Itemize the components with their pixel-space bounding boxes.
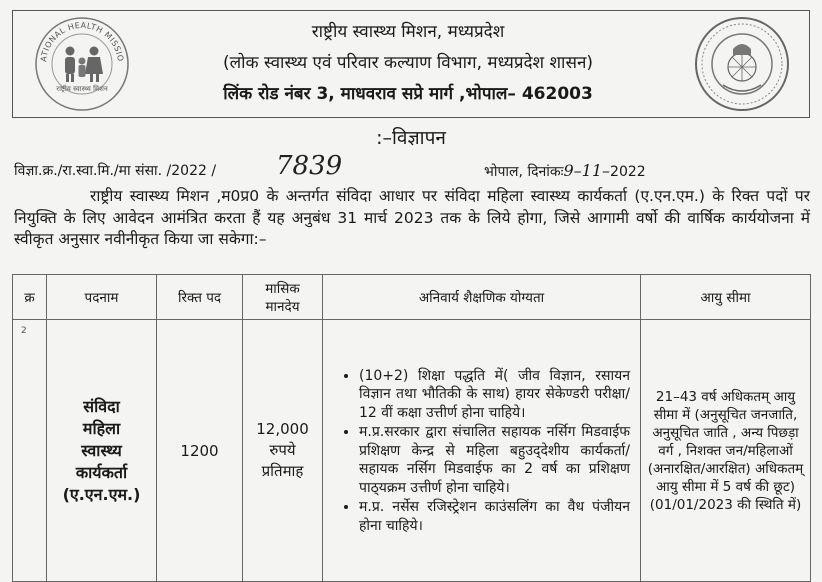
state-emblem-icon xyxy=(693,15,791,113)
logo-bottom-text: राष्ट्रीय स्वास्थ्य मिशन xyxy=(56,85,108,93)
family-icon xyxy=(33,15,131,113)
table-row xyxy=(13,320,811,582)
list-item: • (10+2) शिक्षा पद्धति में( जीव विज्ञान, रसायन विज्ञान तथा भौतिकी के साथ) हायर सेकेण्डरी परीक्षा/ 12 वीं कक्षा उत्तीर्ण होना चाहिये। xyxy=(359,367,630,423)
post-line: कार्यकर्ता xyxy=(75,462,128,482)
header-age: आयु सीमा xyxy=(641,275,811,320)
cell-sn: 2 xyxy=(13,320,47,582)
cell-vacancy: 1200 xyxy=(157,320,243,582)
cell-post xyxy=(47,320,157,582)
cell-qualification xyxy=(323,320,641,582)
advertisement-title: :–विज्ञापन xyxy=(376,127,446,149)
date-year: 2022 xyxy=(610,164,646,180)
post-line: महिला xyxy=(82,418,121,438)
reference-number-handwritten: 7839 xyxy=(276,151,343,181)
post-line: (ए.एन.एम.) xyxy=(62,484,141,504)
letterhead xyxy=(12,10,810,118)
header-sn: क्र xyxy=(13,275,47,320)
pay-period: प्रतिमाह xyxy=(261,462,304,480)
national-health-mission-logo xyxy=(33,15,131,113)
organisation-address: लिंक रोड नंबर 3, माधवराव सप्रे मार्ग ,भोपाल– 462003 xyxy=(223,84,593,104)
pay-amount: 12,000 xyxy=(256,420,309,438)
header-qualification: अनिवार्य शैक्षणिक योग्यता xyxy=(323,275,641,320)
table-header-row xyxy=(13,275,811,320)
qualification-list xyxy=(323,361,640,541)
list-item: • म.प्र. नर्सेस रजिस्ट्रेशन काउंसलिंग का वैध पंजीयन होना चाहिये। xyxy=(359,498,630,535)
vacancy-table xyxy=(12,274,811,582)
header-post: पदनाम xyxy=(47,275,157,320)
madhya-pradesh-emblem xyxy=(693,15,791,113)
organisation-name: राष्ट्रीय स्वास्थ्य मिशन, मध्यप्रदेश xyxy=(311,22,505,42)
header-pay-line1: मासिक xyxy=(265,281,300,297)
post-line: संविदा xyxy=(83,396,120,416)
header-vacancy: रिक्त पद xyxy=(157,275,243,320)
cell-age: 21–43 वर्ष अधिकतम् आयु सीमा में (अनुसूचित जनजाति, अनुसूचित जाति , अन्य पिछड़ा वर्ग , निशक्त जन/महिलाओं (अनारक्षित/आरक्षित) अधिकतम् आयु सीमा में 5 वर्ष की छूट) (01/01/2023 की स्थिति में) xyxy=(641,320,811,582)
date-handwritten: 9–11– xyxy=(563,161,611,180)
department-name: (लोक स्वास्थ्य एवं परिवार कल्याण विभाग, मध्यप्रदेश शासन) xyxy=(222,53,594,73)
header-pay xyxy=(243,275,323,320)
place-date xyxy=(484,161,646,181)
header-pay-line2: मानदेय xyxy=(265,299,300,315)
cell-pay xyxy=(243,320,323,582)
reference-line xyxy=(14,151,814,183)
letterhead-text xyxy=(148,17,668,110)
svg-text:NATIONAL HEALTH MISSION: ATIONAL HEALTH MISSIO xyxy=(39,20,126,63)
place-date-label: भोपाल, दिनांकः xyxy=(484,164,564,180)
reference-prefix: विज्ञा.क्र./रा.स्वा.मि./मा संसा. /2022 / xyxy=(14,163,217,179)
post-line: स्वास्थ्य xyxy=(81,440,122,460)
advertisement-paragraph: राष्ट्रीय स्वास्थ्य मिशन ,म0प्र0 के अन्तर्गत संविदा आधार पर संविदा महिला स्वास्थ्य कार्यकर्ता (ए.एन.एम.) के रिक्त पदों पर नियुक्ति के लिए आवेदन आमंत्रित करता हैं यह अनुबंध 31 मार्च 2023 तक के लिये होगा, जिसे आगामी वर्षो की वार्षिक कार्ययोजना में स्वीकृत अनुसार नवीनीकृत किया जा सकेगा:– xyxy=(14,187,810,248)
list-item: • म.प्र.सरकार द्वारा संचालित सहायक नर्सिग मिडवाईफ प्रशिक्षण केन्द्र से महिला बहुउद्‌देशीय कार्यकर्ता/सहायक नर्सिग मिडवाईफ का 2 वर्ष का प्रशिक्षण पाठ्‌यक्रम उत्तीर्ण होना चाहिये। xyxy=(359,423,630,497)
pay-unit: रुपये xyxy=(269,441,296,459)
